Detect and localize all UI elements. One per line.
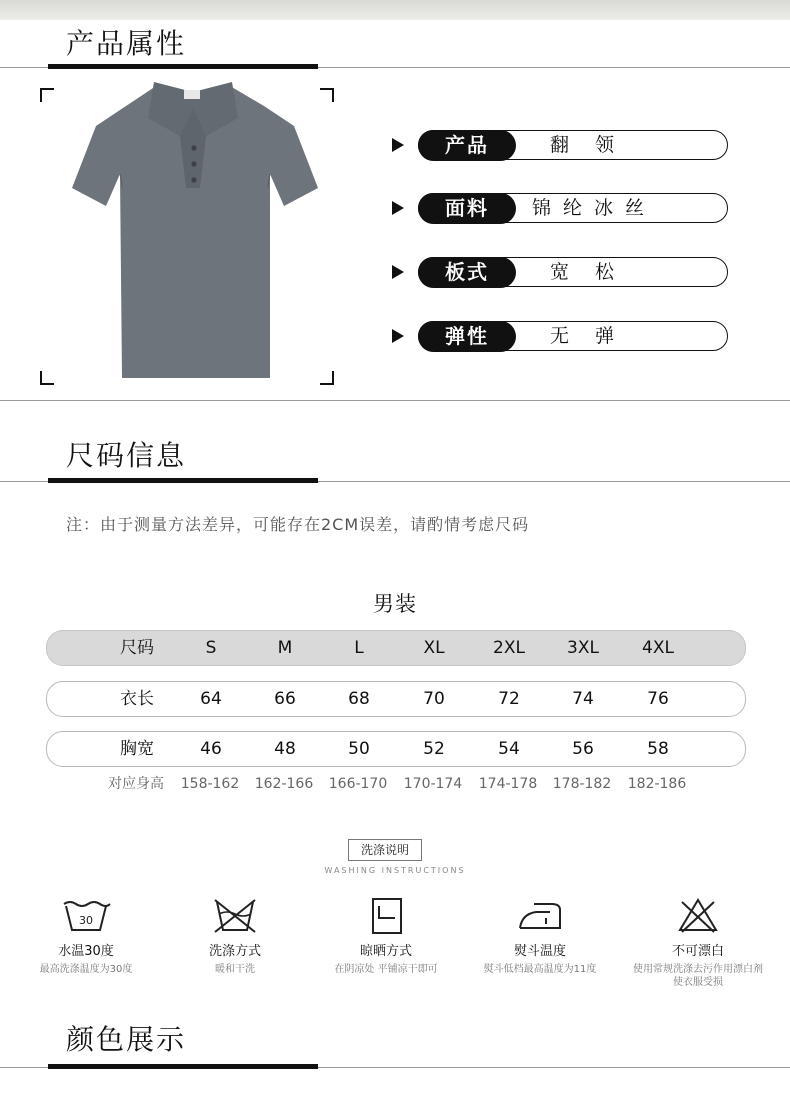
table-cell: 182-186: [627, 776, 687, 792]
header-cell: 3XL: [567, 638, 599, 658]
category-label: 男装: [373, 592, 417, 616]
table-cell: 166-170: [328, 776, 388, 792]
frame-corner-bottom-right: [320, 371, 334, 385]
table-cell: 74: [572, 689, 594, 709]
section-divider: [0, 400, 790, 401]
care-title: 晾晒方式: [359, 944, 412, 959]
attribute-key: 板式: [418, 257, 516, 288]
header-cell: 4XL: [642, 638, 674, 658]
table-cell: 68: [348, 689, 370, 709]
frame-corner-top-right: [320, 88, 334, 102]
table-cell: 162-166: [254, 776, 314, 792]
do-not-bleach-icon: [672, 896, 724, 936]
table-cell: 72: [498, 689, 520, 709]
attribute-key: 面料: [418, 193, 516, 224]
washing-title: 洗涤说明: [348, 839, 422, 861]
section-title-colors: 颜色展示: [66, 1023, 187, 1056]
size-note: 注：由于测量方法差异，可能存在2CM误差，请酌情考虑尺码: [66, 515, 530, 534]
care-item-bleach: [623, 896, 773, 989]
frame-corner-bottom-left: [40, 371, 54, 385]
top-banner-strip: [0, 0, 790, 20]
table-cell: 158-162: [180, 776, 240, 792]
table-cell: 170-174: [403, 776, 463, 792]
header-cell: L: [354, 638, 364, 658]
table-cell: 178-182: [552, 776, 612, 792]
care-item-wash-method: [160, 896, 310, 976]
header-cell: 尺码: [120, 638, 154, 658]
care-title: 不可漂白: [671, 944, 724, 959]
section-underline: [48, 64, 318, 69]
attribute-value: 锦纶冰丝: [532, 197, 657, 219]
table-cell: 58: [647, 739, 669, 759]
header-cell: XL: [423, 638, 445, 658]
care-description: 暖和干洗: [215, 964, 255, 975]
product-polo-shirt-image: [66, 78, 320, 384]
play-arrow-icon: [392, 201, 404, 215]
table-cell: 64: [200, 689, 222, 709]
table-cell: 52: [423, 739, 445, 759]
dry-flat-icon: [360, 896, 412, 936]
attribute-row-product: [392, 130, 728, 160]
do-not-wash-icon: [209, 896, 261, 936]
header-cell: M: [277, 638, 293, 658]
play-arrow-icon: [392, 329, 404, 343]
care-title: 熨斗温度: [513, 944, 566, 959]
attribute-key: 产品: [418, 130, 516, 161]
table-cell: 48: [274, 739, 296, 759]
table-cell: 50: [348, 739, 370, 759]
care-title: 水温30度: [58, 944, 114, 959]
care-item-drying: [311, 896, 461, 976]
section-underline: [48, 478, 318, 483]
care-item-water-temp: [11, 896, 161, 976]
header-cell: 2XL: [493, 638, 525, 658]
care-title: 洗涤方式: [208, 944, 261, 959]
attribute-row-elasticity: [392, 321, 728, 351]
section-title-size: 尺码信息: [66, 439, 187, 472]
table-cell: 70: [423, 689, 445, 709]
frame-corner-top-left: [40, 88, 54, 102]
table-cell: 46: [200, 739, 222, 759]
size-table-header: [46, 630, 746, 666]
size-table-row-length: [46, 681, 746, 717]
section-title-attributes: 产品属性: [66, 27, 187, 60]
size-table-row-chest: [46, 731, 746, 767]
play-arrow-icon: [392, 138, 404, 152]
attribute-key: 弹性: [418, 321, 516, 352]
table-cell: 54: [498, 739, 520, 759]
row-label: 衣长: [120, 689, 154, 709]
play-arrow-icon: [392, 265, 404, 279]
wash-temp-label: 30: [79, 914, 93, 927]
table-cell: 174-178: [478, 776, 538, 792]
attribute-row-fit: [392, 257, 728, 287]
care-description: 使用常规洗涤去污作用漂白剂使衣服受损: [633, 964, 763, 988]
attribute-row-fabric: [392, 193, 728, 223]
table-cell: 76: [647, 689, 669, 709]
wash-tub-30-icon: [60, 896, 112, 936]
care-description: 熨斗低档最高温度为11度: [483, 964, 597, 975]
attribute-value: 宽松: [550, 261, 641, 283]
section-underline: [48, 1064, 318, 1069]
washing-subtitle: WASHING INSTRUCTIONS: [324, 866, 466, 875]
table-cell: 66: [274, 689, 296, 709]
care-item-ironing: [465, 896, 615, 976]
iron-icon: [514, 896, 566, 936]
row-label: 胸宽: [120, 739, 154, 759]
row-label: 对应身高: [108, 776, 164, 792]
care-description: 最高洗涤温度为30度: [39, 964, 133, 975]
header-cell: S: [205, 638, 217, 658]
height-reference-row: [46, 774, 744, 794]
care-description: 在阴凉处 平铺凉干即可: [334, 964, 438, 975]
table-cell: 56: [572, 739, 594, 759]
attribute-value: 翻领: [550, 134, 641, 156]
attribute-value: 无弹: [550, 325, 641, 347]
